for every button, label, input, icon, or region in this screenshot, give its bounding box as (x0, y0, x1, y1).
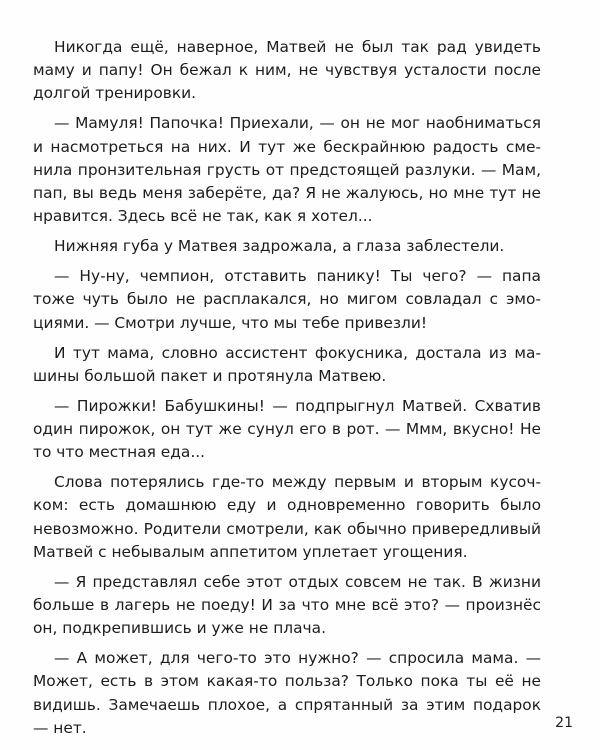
paragraph-7: Слова потерялись где-то между первым и вторым кусочком: есть домашнюю еду и одновременно говорить было невозможно. Родители смотрели, как обычно привередливый Матвей с небывалым аппетитом уплетает угощения. (33, 473, 541, 561)
paragraph-8: — Я представлял себе этот отдых совсем не так. В жизни больше в лагерь не поеду! И за что мне всё это? — произнёс он, подкрепившись и уже не плача. (33, 572, 541, 638)
story-text (33, 36, 541, 747)
page-number: 21 (555, 715, 573, 731)
paragraph-4: — Ну-ну, чемпион, отставить панику! Ты чего? — папа тоже чуть было не расплакался, но мигом совладал с эмоциями. — Смотри лучше, что мы тебе привезли! (33, 267, 541, 332)
paragraph-6: — Пирожки! Бабушкины! — подпрыгнул Матвей. Схватив один пирожок, он тут же сунул его в рот. — Ммм, вкусно! Не то что местная еда... (33, 396, 541, 462)
paragraph-5: И тут мама, словно ассистент фокусника, достала из машины большой пакет и протянула Матвею. (33, 343, 541, 385)
paragraph-1: Никогда ещё, наверное, Матвей не был так рад увидеть маму и папу! Он бежал к ним, не чувствуя усталости после долгой тренировки. (33, 38, 541, 103)
paragraph-2: — Мамуля! Папочка! Приехали, — он не мог наобниматься и насмотреться на них. И тут же бескрайнюю радость сменила пронзительная грусть от предстоящей разлуки. — Мам, пап, вы ведь меня заберёте, да? Я не жалуюсь, но мне тут не нравится. Здесь всё не так, как я хотел... (33, 114, 541, 226)
paragraph-9: — А может, для чего-то это нужно? — спросила мама. — Может, есть в этом какая-то польза? Только пока ты её не видишь. Замечаешь плохое, а спрятанный за этим подарок — нет. (33, 649, 541, 737)
paragraph-3: Нижняя губа у Матвея задрожала, а глаза заблестели. (54, 237, 505, 256)
